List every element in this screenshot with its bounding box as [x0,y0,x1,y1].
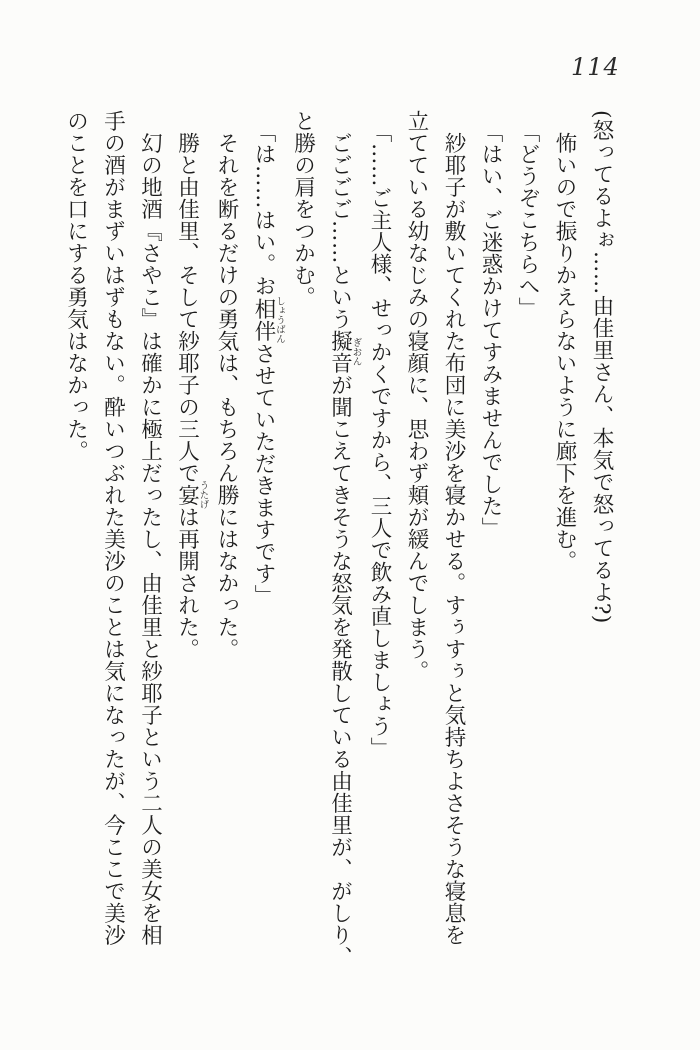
ruby-annotated-word: 宴うたげ [174,480,209,509]
paragraph: (怒ってるよぉ……由佳里さん、本気で怒ってるよ?) [589,110,614,624]
page-number: 114 [571,53,620,81]
paragraph: 「……ご主人様、せっかくですから、三人で飲み直しましょう」 [367,120,392,759]
paragraph: 勝と由佳里、そして紗耶子の三人で宴うたげは再開された。 [174,131,209,660]
paragraph: 紗耶子が敷いてくれた布団に美沙を寝かせる。すぅすぅと気持ちよさそうな寝息を 立てている幼なじみの寝顔に、思わず頬が緩んでしまう。 [404,110,466,946]
ruby-annotated-word: 相伴しょうばん [251,295,285,344]
paragraph: それを断るだけの勇気は、もちろん勝にはなかった。 [214,131,239,660]
paragraph: 「は……はい。お相伴しょうばんさせていただきますです」 [251,120,285,607]
paragraph: 「どうぞこちらへ」 [515,120,540,319]
furigana: ぎおん [350,329,362,374]
paragraph: 幻の地酒『さやこ』は確かに極上だったし、由佳里と紗耶子という二人の美女を相 手の酒がまずいはずもない。酔いつぶれた美沙のことは気になったが、今ここで美沙 のことを口にする勇気はなかった。 [63,110,163,946]
ruby-annotated-word: 擬音ぎおん [327,329,362,374]
paragraph: 怖いので振りかえらないように廊下を進む。 [552,131,577,572]
furigana: しょうばん [274,295,285,344]
vertical-text-block [58,110,621,1000]
paragraph: 「はい、ご迷惑かけてすみませんでした」 [478,120,503,539]
paragraph: ごごごご……という擬音ぎおんが聞こえてきそうな怒気を発散している由佳里が、がしり、 と勝の肩をつかむ。 [290,110,362,968]
furigana: うたげ [197,480,209,509]
